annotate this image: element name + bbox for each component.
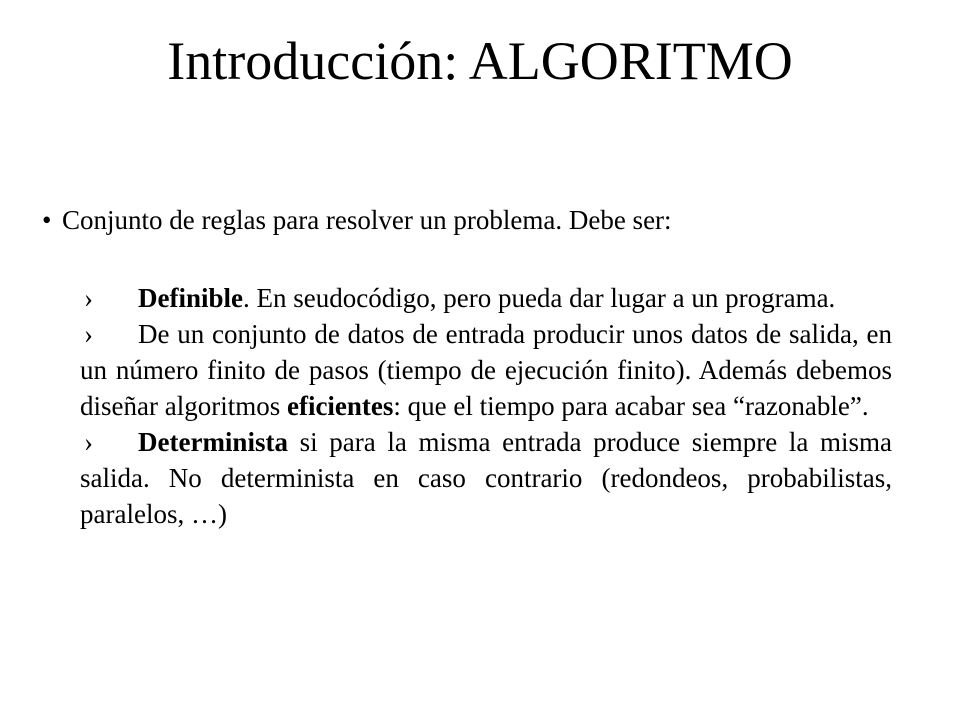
bullet-marker: • (42, 205, 52, 235)
main-bullet-text: Conjunto de reglas para resolver un problema. Debe ser: (62, 205, 672, 235)
term-determinista: Determinista (138, 427, 288, 457)
sub-bullet-text: De un conjunto de datos de entrada producir unos datos de salida, en un número finito de pasos (tiempo de ejecución finito). Además debemos diseñar algoritmos (80, 319, 892, 421)
sub-bullet-determinista (80, 424, 892, 532)
sub-bullet-definible (80, 280, 892, 316)
slide-title: Introducción: ALGORITMO (167, 31, 793, 91)
sub-bullet-marker: › (84, 283, 93, 313)
term-eficientes: eficientes (286, 391, 394, 421)
sub-bullet-text: . En seudocódigo, pero pueda dar lugar a un programa. (243, 283, 836, 313)
term-definible: Definible (138, 283, 243, 313)
sub-bullet-list (80, 280, 892, 532)
sub-bullet-text: si para la misma entrada produce siempre la misma salida. No determinista en caso contrario (redondeos, probabilistas, paralelos, …) (80, 427, 892, 529)
sub-bullet-datos (80, 316, 892, 424)
sub-bullet-marker: › (84, 319, 93, 349)
sub-bullet-marker: › (84, 427, 93, 457)
main-bullet (42, 202, 902, 238)
sub-bullet-text: : que el tiempo para acabar sea “razonable”. (393, 391, 869, 421)
